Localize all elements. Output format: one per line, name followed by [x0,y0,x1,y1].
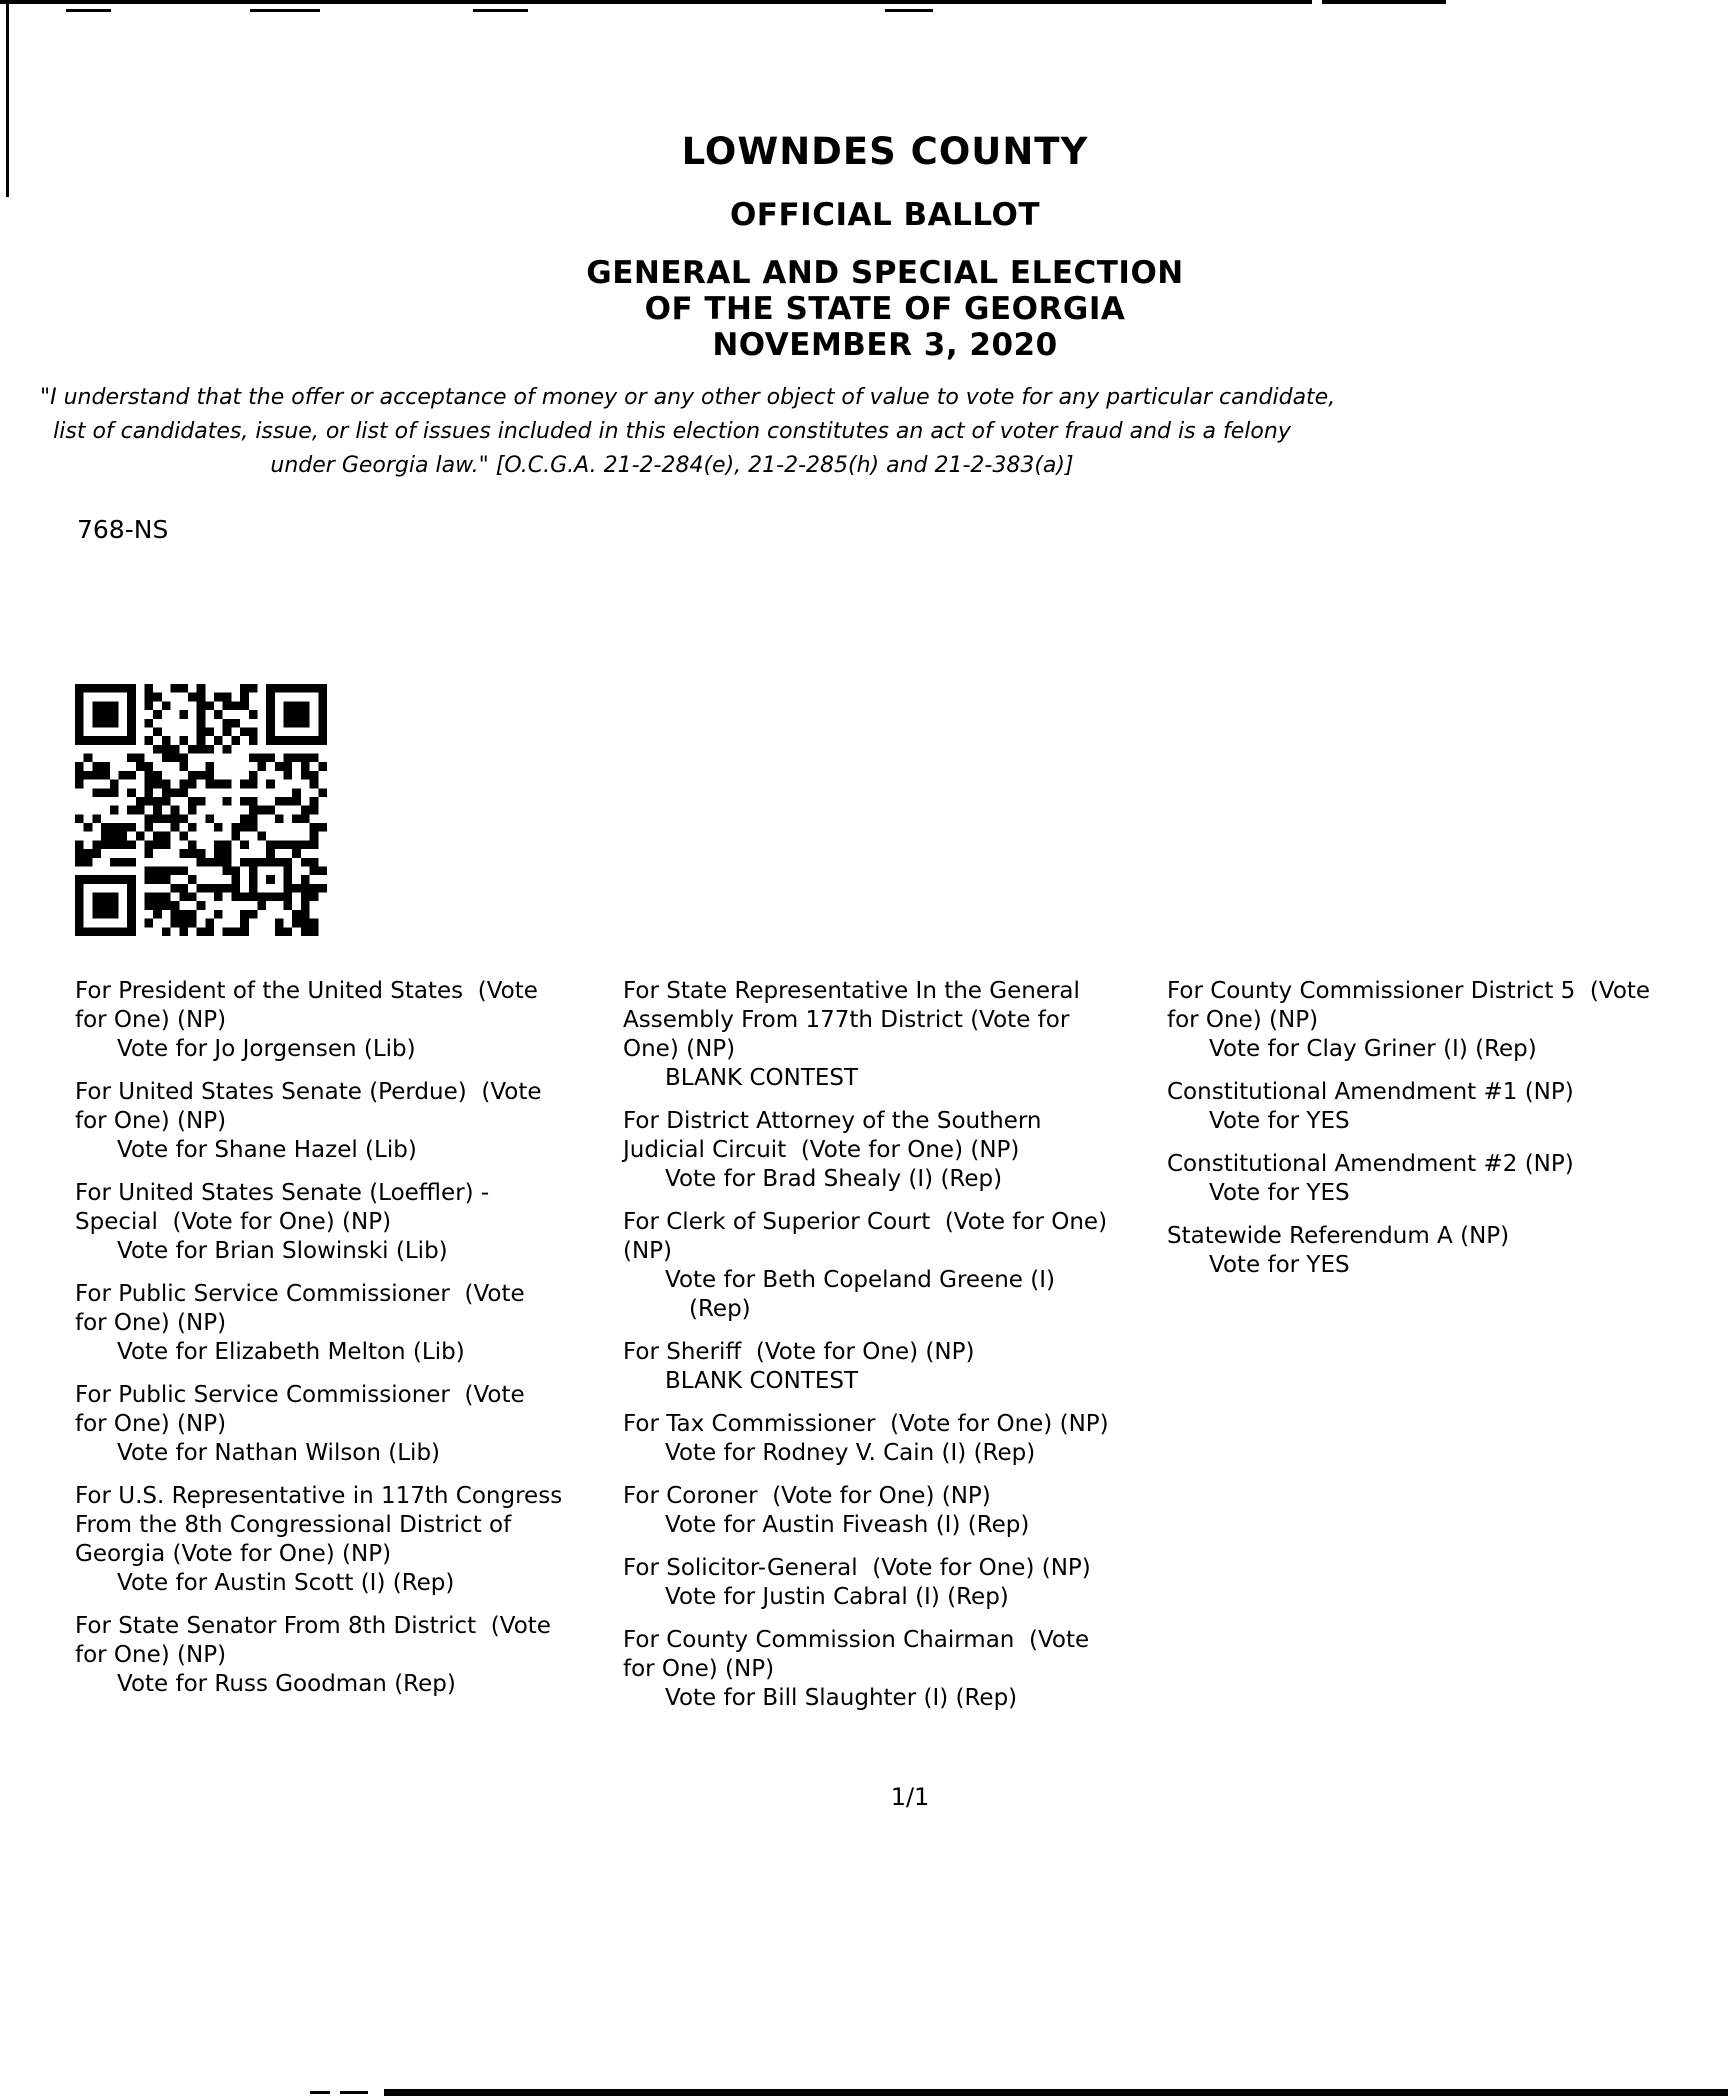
contest [75,1482,635,1598]
contest [623,1410,1183,1468]
left-border-line [6,2,9,197]
contest-title-line: for One) (NP) [1167,1007,1319,1033]
top-border-line-segment [1322,0,1446,4]
contest-title-line: From the 8th Congressional District of [75,1512,512,1538]
contest-title-line: For U.S. Representative in 117th Congress [75,1483,563,1509]
contest-title-line: For Coroner (Vote for One) (NP) [623,1483,991,1509]
contest-selection-line: Vote for YES [1209,1108,1350,1134]
contest-selection-line: Vote for Nathan Wilson (Lib) [117,1440,441,1466]
contest [1167,1222,1728,1280]
contest-selection-line: Vote for YES [1209,1180,1350,1206]
contest-title-line: (NP) [623,1238,673,1264]
bottom-border-line [384,2089,1728,2096]
contest-title-line: For President of the United States (Vote [75,978,538,1004]
contest-title-line: For County Commissioner District 5 (Vote [1167,978,1651,1004]
contest [75,1078,635,1165]
contest-title-line: For Public Service Commissioner (Vote [75,1281,525,1307]
bottom-border-dash [310,2091,330,2094]
election-title-line1: GENERAL AND SPECIAL ELECTION [586,255,1184,291]
contest [75,1381,635,1468]
contest [623,1208,1183,1324]
contest-selection-line: Vote for Beth Copeland Greene (I) [665,1267,1055,1293]
contest-title-line: For Solicitor-General (Vote for One) (NP) [623,1555,1091,1581]
contest [1167,1078,1728,1136]
contest-selection-line: BLANK CONTEST [665,1368,859,1394]
contest-selection-line: Vote for Rodney V. Cain (I) (Rep) [665,1440,1036,1466]
top-border-line [0,0,1312,4]
contest-selection-line: Vote for Bill Slaughter (I) (Rep) [665,1685,1018,1711]
election-title-line3: NOVEMBER 3, 2020 [712,327,1058,363]
ballot-style-number: 768-NS [77,515,169,544]
contest-title-line: For County Commission Chairman (Vote [623,1627,1090,1653]
contest-column-middle [623,977,1183,1727]
contest-selection-line: Vote for Jo Jorgensen (Lib) [117,1036,416,1062]
contest-title-line: Statewide Referendum A (NP) [1167,1223,1510,1249]
ballot-header [45,130,1725,363]
contest-selection-line: Vote for Clay Griner (I) (Rep) [1209,1036,1537,1062]
contest [75,1612,635,1699]
contest-title-line: For Sheriff (Vote for One) (NP) [623,1339,975,1365]
bottom-border-dash [340,2091,368,2094]
contest-title-line: for One) (NP) [75,1411,227,1437]
ballot-type-title: OFFICIAL BALLOT [729,197,1041,233]
contest-title-line: for One) (NP) [623,1656,775,1682]
scan-noise-dash [250,9,320,12]
contest [1167,1150,1728,1208]
contest-title-line: For United States Senate (Perdue) (Vote [75,1079,542,1105]
contest-selection-line: Vote for Shane Hazel (Lib) [117,1137,417,1163]
contest-selection-line: (Rep) [689,1296,751,1322]
county-title: LOWNDES COUNTY [681,130,1089,173]
contest-title-line: Constitutional Amendment #2 (NP) [1167,1151,1574,1177]
contest-title-line: Judicial Circuit (Vote for One) (NP) [623,1137,1020,1163]
contest [623,977,1183,1093]
page-number: 1/1 [890,1783,930,1811]
contest-title-line: For District Attorney of the Southern [623,1108,1042,1134]
contest-title-line: Constitutional Amendment #1 (NP) [1167,1079,1574,1105]
contest-title-line: For State Representative In the General [623,978,1080,1004]
fraud-notice-line3: under Georgia law." [O.C.G.A. 21-2-284(e), 21-2-285(h) and 21-2-383(a)] [270,453,1074,478]
contest [1167,977,1728,1064]
contest-selection-line: Vote for Brian Slowinski (Lib) [117,1238,448,1264]
fraud-notice-line2: list of candidates, issue, or list of issues included in this election constitutes an act of voter fraud and is a felony [53,419,1291,444]
contest [623,1554,1183,1612]
contest [623,1338,1183,1396]
contest [75,1179,635,1266]
contest-title-line: For Public Service Commissioner (Vote [75,1382,525,1408]
contest-selection-line: Vote for Brad Shealy (I) (Rep) [665,1166,1003,1192]
voter-fraud-notice [40,381,1336,483]
contest-title-line: for One) (NP) [75,1007,227,1033]
contest [75,1280,635,1367]
contest-title-line: for One) (NP) [75,1310,227,1336]
contest [623,1107,1183,1194]
contest-title-line: One) (NP) [623,1036,736,1062]
contest-selection-line: Vote for Russ Goodman (Rep) [117,1671,456,1697]
election-title [45,255,1725,363]
contest-title-line: Assembly From 177th District (Vote for [623,1007,1070,1033]
contest-column-right [1167,977,1728,1294]
contest-title-line: For United States Senate (Loeffler) - [75,1180,490,1206]
contest-selection-line: Vote for Austin Scott (I) (Rep) [117,1570,455,1596]
scan-noise-dash [885,9,933,12]
contest-title-line: Georgia (Vote for One) (NP) [75,1541,392,1567]
contest-title-line: For State Senator From 8th District (Vote [75,1613,551,1639]
contest-selection-line: Vote for YES [1209,1252,1350,1278]
scan-noise-dash [66,9,111,12]
contest-selection-line: Vote for Justin Cabral (I) (Rep) [665,1584,1009,1610]
contest [623,1626,1183,1713]
contest-selection-line: Vote for Austin Fiveash (I) (Rep) [665,1512,1030,1538]
contest-title-line: for One) (NP) [75,1642,227,1668]
contest-column-left [75,977,635,1713]
qr-code [75,684,327,936]
contest-selection-line: BLANK CONTEST [665,1065,859,1091]
contest [623,1482,1183,1540]
fraud-notice-line1: "I understand that the offer or acceptance of money or any other object of value to vote for any particular candidate, [40,385,1336,410]
contest-selection-line: Vote for Elizabeth Melton (Lib) [117,1339,465,1365]
scan-noise-dash [473,9,528,12]
contest-title-line: for One) (NP) [75,1108,227,1134]
contest-title-line: For Tax Commissioner (Vote for One) (NP) [623,1411,1109,1437]
contest [75,977,635,1064]
contest-title-line: For Clerk of Superior Court (Vote for One) [623,1209,1108,1235]
contest-title-line: Special (Vote for One) (NP) [75,1209,392,1235]
election-title-line2: OF THE STATE OF GEORGIA [644,291,1126,327]
